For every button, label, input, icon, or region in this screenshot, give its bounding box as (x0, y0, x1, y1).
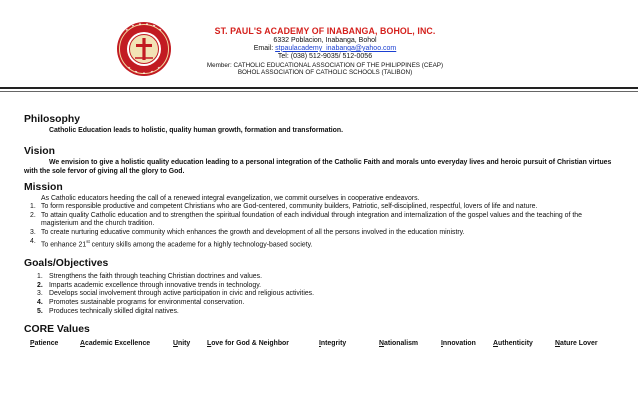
list-item-text: Strengthens the faith through teaching Christian doctrines and values. (49, 272, 262, 280)
header-divider-thin (0, 91, 638, 92)
core-value-initial: P (30, 340, 35, 348)
email-line (190, 45, 460, 53)
list-item-text: To create nurturing educative community which enhances the growth and development of all the persons involved in the education ministry. (41, 229, 465, 237)
membership-line-1: Member: CATHOLIC EDUCATIONAL ASSOCIATION OF THE PHILIPPINES (CEAP) (206, 61, 444, 69)
list-number: 1. (37, 272, 43, 280)
core-value-initial: I (319, 340, 321, 348)
mission-heading: Mission (24, 181, 63, 193)
vision-text: We envision to give a holistic quality education leading to a personal integration of the Catholic Faith and morals unto everyday lives and heroic pursuit of Christian virtues with the sole fervor of giving all the glory to God. (24, 158, 612, 175)
core-value-rest: ntegrity (320, 340, 347, 348)
list-item-text: Produces technically skilled digital natives. (49, 307, 179, 315)
core-value-integrity (319, 340, 379, 347)
list-item (0, 203, 638, 212)
core-value-initial: N (379, 340, 384, 348)
list-item (0, 290, 638, 299)
letterhead-text (190, 26, 460, 77)
list-item (0, 229, 638, 238)
list-item-text: To form responsible productive and competent Christians who are God-centered, community builders, Patriotic, self-disciplined, respectful, lovers of life and nature. (41, 203, 538, 210)
core-value-rest: nnovation (442, 340, 476, 348)
core-value-love-for-god (207, 340, 319, 347)
core-value-rest: ature Lover (559, 340, 598, 348)
list-number: 3. (30, 229, 36, 237)
list-number: 1. (30, 203, 36, 210)
list-number: 4. (30, 237, 36, 245)
core-value-unity (173, 340, 207, 347)
letterhead (0, 0, 638, 88)
core-value-nature-lover (555, 340, 598, 347)
core-value-innovation (441, 340, 493, 347)
core-value-initial: A (80, 340, 85, 348)
list-number: 2. (30, 211, 36, 219)
core-value-academic-excellence (80, 340, 173, 347)
core-values-heading: CORE Values (24, 324, 90, 336)
core-value-initial: A (493, 340, 498, 348)
list-item (0, 212, 638, 229)
core-value-rest: ove for God & Neighbor (211, 340, 289, 348)
core-value-patience (30, 340, 80, 347)
superscript: st (86, 238, 90, 244)
core-value-initial: I (441, 340, 443, 348)
core-value-initial: U (173, 340, 178, 348)
core-values-row (0, 340, 638, 347)
philosophy-heading: Philosophy (24, 114, 80, 125)
list-item-text: Imparts academic excellence through innovative trends in technology. (49, 281, 262, 289)
school-seal-logo (116, 21, 172, 77)
document-body (0, 113, 638, 347)
core-value-rest: ationalism (383, 340, 419, 348)
mission-list (0, 203, 638, 250)
list-item-text: To enhance 21 (41, 241, 87, 249)
list-number: 4. (37, 298, 43, 306)
core-value-rest: nity (177, 340, 191, 348)
email-label: Email: (253, 44, 274, 52)
list-item (0, 238, 638, 250)
core-value-initial: L (207, 340, 212, 348)
membership-line-2: BOHOL ASSOCIATION OF CATHOLIC SCHOOLS (TALIBON) (237, 69, 413, 77)
telephone: Tel: (038) 512-9035/ 512-0056 (277, 53, 373, 61)
core-value-rest: uthenticity (497, 340, 533, 348)
core-value-rest: atience (34, 340, 59, 348)
core-value-nationalism (379, 340, 441, 347)
philosophy-text: Catholic Education leads to holistic, quality human growth, formation and transformation. (49, 127, 344, 134)
list-item (0, 282, 638, 291)
list-item-text: To attain quality Catholic education and to strengthen the spiritual foundation of each individual through integration and internalization of the gospel values and the teaching of the magisterium and the church tradition. (41, 211, 582, 228)
goals-heading: Goals/Objectives (24, 257, 109, 269)
header-divider (0, 87, 638, 89)
vision-heading: Vision (24, 145, 55, 157)
list-item-text: Promotes sustainable programs for environmental conservation. (49, 298, 245, 306)
list-item-text: Develops social involvement through active participation in civic and religious activities. (49, 290, 315, 298)
core-value-initial: N (555, 340, 560, 348)
mission-intro: As Catholic educators heeding the call of a renewed integral evangelization, we commit ourselves in cooperative endeavors. (41, 194, 420, 202)
email-link[interactable]: stpaulacademy_inabanga@yahoo.com (275, 44, 397, 52)
list-item (0, 308, 638, 317)
list-number: 3. (37, 290, 43, 298)
list-item (0, 273, 638, 282)
school-address: 6332 Poblacion, Inabanga, Bohol (273, 36, 377, 44)
list-number: 5. (37, 307, 43, 315)
core-value-rest: cademic Excellence (84, 340, 151, 348)
list-number: 2. (37, 281, 43, 289)
school-name: ST. PAUL'S ACADEMY OF INABANGA, BOHOL, INC. (214, 26, 436, 36)
core-value-authenticity (493, 340, 555, 347)
list-item (0, 299, 638, 308)
list-item-text-continued: century skills among the academe for a highly technology-based society. (89, 241, 313, 249)
goals-list (0, 273, 638, 317)
